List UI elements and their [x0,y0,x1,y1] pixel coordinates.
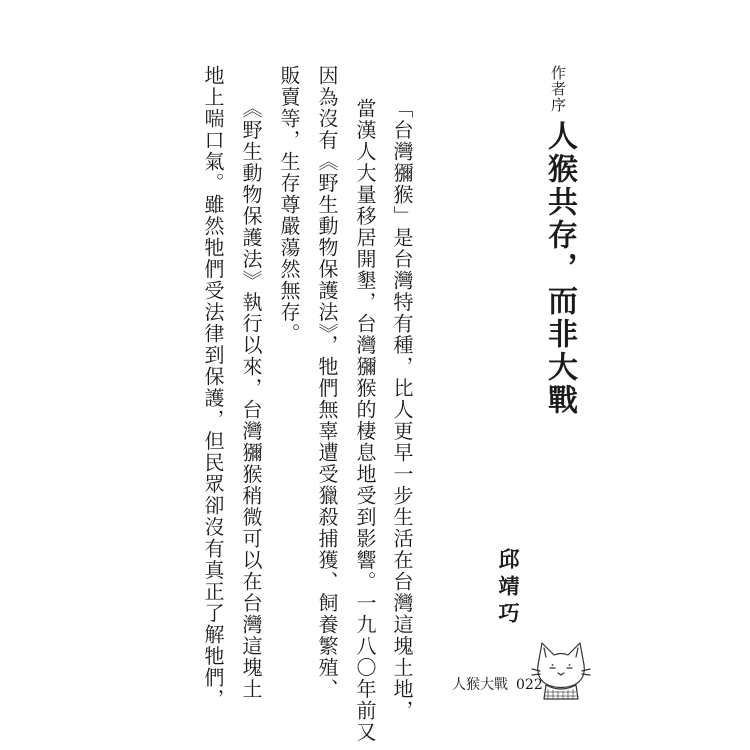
body-line: 地上喘口氣。雖然牠們受法律到保護，但民眾卻沒有真正了解牠們， [201,65,225,710]
body-line: 《野生動物保護法》執行以來，台灣獼猴稍微可以在台灣這塊土 [239,98,263,700]
body-line: 因為沒有《野生動物保護法》，牠們無辜遭受獵殺捕獲、飼養繁殖、 [315,65,339,700]
page-number: 022 [516,677,543,693]
author-name: 邱靖巧 [496,548,520,629]
cat-illustration-icon [530,635,592,701]
body-line: 「台灣獼猴」是台灣特有種，比人更早一步生活在台灣這塊土地， [390,98,414,722]
chapter-title: 人猴共存，而非大戰 [542,120,577,417]
footer-book-title: 人猴大戰 [452,677,508,693]
body-line: 販賣等，生存尊嚴蕩然無存。 [277,65,301,345]
preface-label: 作者序 [549,65,567,113]
body-line: 當漢人大量移居開墾，台灣獼猴的棲息地受到影響。一九八〇年前又 [353,98,377,743]
